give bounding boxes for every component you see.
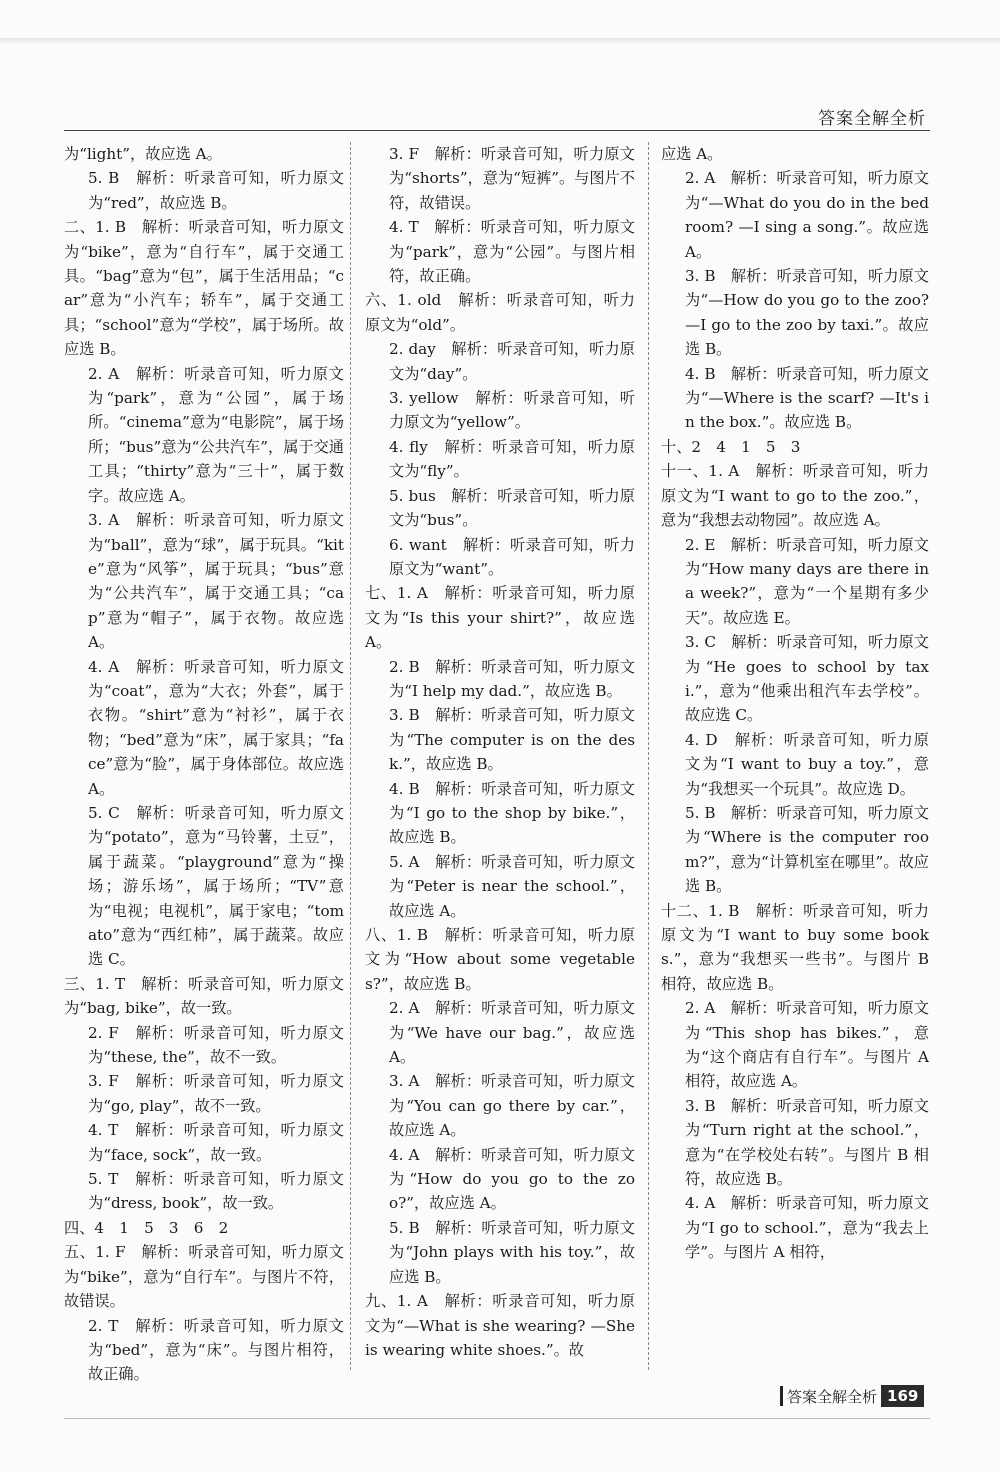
answer-item: 4. A 解析：听录音可知，听力原文为“coat”，意为“大衣；外套”，属于衣物。“shirt”意为“衬衫”，属于衣物；“bed”意为“床”，属于家具；“face”意为“脸”，属于身体部位。故应选 A。 — [88, 657, 344, 798]
answer-item: 5. B 解析：听录音可知，听力原文为“Where is the computer room?”，意为“计算机室在哪里”。故应选 B。 — [685, 803, 929, 896]
answer-item: 2. day 解析：听录音可知，听力原文为“day”。 — [389, 340, 635, 383]
answer-column-1 — [64, 142, 344, 1387]
answer-item: 七、1. A 解析：听录音可知，听力原文为“Is this your shirt?”，故应选 A。 — [365, 584, 635, 652]
answer-item: 5. A 解析：听录音可知，听力原文为“Peter is near the school.”，故应选 A。 — [389, 852, 635, 920]
answer-item: 4. A 解析：听录音可知，听力原文为“I go to school.”，意为“我去上学”。与图片 A 相符， — [685, 1194, 929, 1262]
answer-item: 2. A 解析：听录音可知，听力原文为“We have our bag.”，故应选 A。 — [389, 999, 635, 1067]
page-number: 169 — [881, 1385, 924, 1407]
answer-item: 应选 A。 — [661, 145, 723, 163]
answer-item: 2. A 解析：听录音可知，听力原文为“This shop has bikes.”，意为“这个商店有自行车”。与图片 A 相符，故应选 A。 — [685, 999, 929, 1091]
column-divider — [350, 142, 351, 1370]
answer-item: 3. B 解析：听录音可知，听力原文为“The computer is on the desk.”，故应选 B。 — [389, 706, 635, 774]
answer-item: 4. T 解析：听录音可知，听力原文为“park”，意为“公园”。与图片相符，故正确。 — [389, 218, 635, 286]
answer-item: 3. C 解析：听录音可知，听力原文为“He goes to school by taxi.”，意为“他乘出租汽车去学校”。故应选 C。 — [685, 633, 929, 725]
answer-item: 4. T 解析：听录音可知，听力原文为“face, sock”，故一致。 — [88, 1121, 344, 1164]
answer-item: 5. T 解析：听录音可知，听力原文为“dress, book”，故一致。 — [88, 1170, 344, 1213]
answer-item: 3. B 解析：听录音可知，听力原文为“—How do you go to the zoo? —I go to the zoo by taxi.”。故应选 B。 — [685, 267, 929, 359]
page-footer — [780, 1383, 924, 1409]
answer-item: 3. B 解析：听录音可知，听力原文为“Turn right at the school.”，意为“在学校处右转”。与图片 B 相符，故应选 B。 — [685, 1096, 929, 1189]
answer-item: 三、1. T 解析：听录音可知，听力原文为“bag, bike”，故一致。 — [64, 974, 344, 1018]
answer-item: 四、4 1 5 3 6 2 — [64, 1218, 229, 1237]
answer-item: 2. E 解析：听录音可知，听力原文为“How many days are there in a week?”，意为“一个星期有多少天”。故应选 E。 — [685, 535, 929, 627]
answer-item: 3. F 解析：听录音可知，听力原文为“go, play”，故不一致。 — [88, 1072, 344, 1115]
answer-item: 4. A 解析：听录音可知，听力原文为“How do you go to the zoo?”，故应选 A。 — [389, 1145, 635, 1213]
answer-item: 五、1. F 解析：听录音可知，听力原文为“bike”，意为“自行车”。与图片不符，故错误。 — [64, 1243, 344, 1311]
answer-item: 5. bus 解析：听录音可知，听力原文为“bus”。 — [389, 486, 635, 530]
column-divider — [648, 142, 649, 1370]
answer-item: 2. T 解析：听录音可知，听力原文为“bed”，意为“床”。与图片相符，故正确。 — [88, 1316, 344, 1384]
answer-item: 二、1. B 解析：听录音可知，听力原文为“bike”，意为“自行车”，属于交通工具。“bag”意为“包”，属于生活用品；“car”意为“小汽车；轿车”，属于交通工具；“school”意为“学校”，属于场所。故应选 B。 — [64, 218, 344, 359]
answer-item: 3. A 解析：听录音可知，听力原文为“ball”，意为“球”，属于玩具。“kite”意为“风筝”，属于玩具；“bus”意为“公共汽车”，属于交通工具；“cap”意为“帽子”，属于衣物。故应选 A。 — [88, 511, 344, 652]
bottom-rule — [64, 1418, 930, 1419]
answer-item: 5. B 解析：听录音可知，听力原文为“John plays with his toy.”，故应选 B。 — [389, 1218, 635, 1286]
answer-item: 4. D 解析：听录音可知，听力原文为“I want to buy a toy.”，意为“我想买一个玩具”。故应选 D。 — [685, 730, 929, 798]
answer-item: 为“light”，故应选 A。 — [64, 145, 222, 163]
answer-item: 十二、1. B 解析：听录音可知，听力原文为“I want to buy some books.”，意为“我想买一些书”。与图片 B 相符，故应选 B。 — [661, 901, 929, 993]
answer-item: 4. fly 解析：听录音可知，听力原文为“fly”。 — [389, 437, 635, 481]
answer-item: 十一、1. A 解析：听录音可知，听力原文为“I want to go to the zoo.”，意为“我想去动物园”。故应选 A。 — [661, 462, 929, 530]
answer-item: 5. B 解析：听录音可知，听力原文为“red”，故应选 B。 — [88, 169, 344, 212]
answer-item: 六、1. old 解析：听录音可知，听力原文为“old”。 — [365, 291, 635, 334]
answer-item: 3. F 解析：听录音可知，听力原文为“shorts”，意为“短裤”。与图片不符，故错误。 — [389, 145, 635, 212]
page-top-edge — [0, 38, 1000, 44]
answer-item: 5. C 解析：听录音可知，听力原文为“potato”，意为“马铃薯，土豆”，属于蔬菜。“playground”意为“操场；游乐场”，属于场所；“TV”意为“电视；电视机”，属于家电；“tomato”意为“西红柿”，属于蔬菜。故应选 C。 — [88, 803, 344, 969]
answer-item: 4. B 解析：听录音可知，听力原文为“I go to the shop by bike.”，故应选 B。 — [389, 779, 635, 847]
answer-item: 九、1. A 解析：听录音可知，听力原文为“—What is she wearing? —She is wearing white shoes.”。故 — [365, 1292, 635, 1359]
answer-item: 2. A 解析：听录音可知，听力原文为“—What do you do in the bedroom? —I sing a song.”。故应选 A。 — [685, 169, 929, 261]
answer-item: 6. want 解析：听录音可知，听力原文为“want”。 — [389, 535, 635, 578]
answer-item: 3. A 解析：听录音可知，听力原文为“You can go there by car.”，故应选 A。 — [389, 1072, 635, 1140]
footer-label: 答案全解全析 — [787, 1387, 878, 1406]
answer-item: 3. yellow 解析：听录音可知，听力原文为“yellow”。 — [389, 389, 635, 432]
answer-item: 4. B 解析：听录音可知，听力原文为“—Where is the scarf? —It's in the box.”。故应选 B。 — [685, 364, 929, 432]
answer-item: 2. B 解析：听录音可知，听力原文为“I help my dad.”，故应选 B。 — [389, 657, 635, 700]
answer-column-2 — [365, 142, 635, 1362]
answer-item: 2. A 解析：听录音可知，听力原文为“park”，意为“公园”，属于场所。“cinema”意为“电影院”，属于场所；“bus”意为“公共汽车”，属于交通工具；“thirty”意为“三十”，属于数字。故应选 A。 — [88, 364, 344, 505]
answer-item: 十、2 4 1 5 3 — [661, 437, 801, 456]
footer-bar — [780, 1386, 783, 1406]
answer-column-3 — [661, 142, 929, 1265]
answer-item: 八、1. B 解析：听录音可知，听力原文为“How about some vegetables?”，故应选 B。 — [365, 926, 635, 993]
page-header-title: 答案全解全析 — [818, 109, 926, 129]
header-rule — [64, 130, 930, 131]
answer-item: 2. F 解析：听录音可知，听力原文为“these, the”，故不一致。 — [88, 1023, 344, 1067]
